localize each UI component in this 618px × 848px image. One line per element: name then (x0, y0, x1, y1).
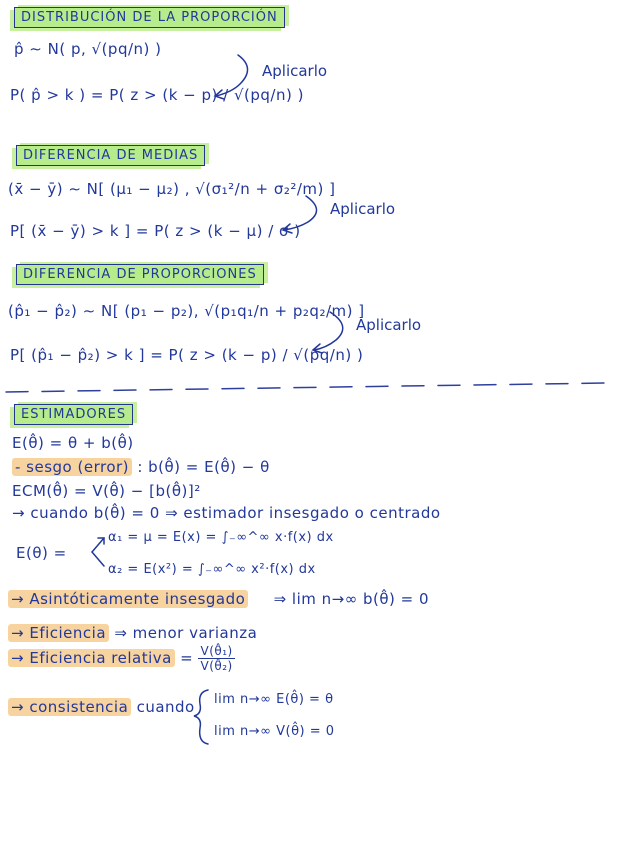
curly-brace (194, 690, 208, 744)
asintoticamente-formula: ⇒ lim n→∞ b(θ̂) = 0 (273, 590, 430, 608)
moment-alpha2: α₂ = E(x²) = ∫₋∞^∞ x²·f(x) dx (108, 562, 316, 577)
eficiencia-label: → Eficiencia (8, 624, 109, 642)
apply-note-3: Aplicarlo (356, 316, 422, 334)
sesgo-formula: : b(θ̂) = E(θ̂) − θ (137, 458, 270, 476)
eficiencia-formula: ⇒ menor varianza (114, 624, 258, 642)
consistencia-cond-2: lim n→∞ V(θ̂) = 0 (214, 724, 335, 739)
eficiencia-relativa-label: → Eficiencia relativa (8, 649, 175, 667)
dashed-separator (6, 383, 606, 392)
fraction-numerator: V(θ̂₁) (200, 644, 233, 658)
eficiencia-line (8, 624, 257, 642)
moment-alpha1: α₁ = μ = E(x) = ∫₋∞^∞ x·f(x) dx (108, 530, 334, 545)
formula-ecm: ECM(θ̂) = V(θ̂) − [b(θ̂)]² (12, 482, 201, 500)
branch-arrow-up (92, 538, 104, 552)
consistencia-cuando: cuando (136, 698, 195, 716)
formula-diferencia-medias-distribution: (x̄ − ȳ) ∼ N[ (μ₁ − μ₂) , √(σ₁²/n + σ₂²/m) ] (8, 180, 336, 198)
consistencia-cond-1: lim n→∞ E(θ̂) = θ (214, 692, 334, 707)
heading-distribucion-proporcion: DISTRIBUCIÓN DE LA PROPORCIÓN (14, 7, 285, 28)
formula-diferencia-proporciones-probability: P[ (p̂₁ − p̂₂) > k ] = P( z > (k − p) / √(pq/n) ) (10, 346, 364, 364)
formula-diferencia-medias-probability: P[ (x̄ − ȳ) > k ] = P( z > (k − μ) / σ ) (10, 222, 301, 240)
apply-note-1: Aplicarlo (262, 62, 328, 80)
branch-arrowhead-up (98, 538, 104, 544)
branch-line-down (92, 552, 104, 566)
formula-proporcion-probability: P( p̂ > k ) = P( z > (k − p) / √(pq/n) ) (10, 86, 304, 104)
sesgo-line (12, 458, 270, 476)
heading-diferencia-medias: DIFERENCIA DE MEDIAS (16, 145, 205, 166)
consistencia-label: → consistencia (8, 698, 131, 716)
consistencia-line (8, 698, 195, 716)
asintoticamente-line (8, 590, 429, 608)
apply-note-2: Aplicarlo (330, 200, 396, 218)
formula-expectation-estimator: E(θ̂) = θ + b(θ̂) (12, 434, 134, 452)
insesgado-line: → cuando b(θ̂) = 0 ⇒ estimador insesgado o centrado (12, 504, 441, 522)
asintoticamente-label: → Asintóticamente insesgado (8, 590, 248, 608)
sesgo-label: - sesgo (error) (12, 458, 132, 476)
eficiencia-relativa-line (8, 644, 235, 673)
formula-proporcion-distribution: p̂ ∼ N( p, √(pq/n) ) (14, 40, 162, 58)
formula-diferencia-proporciones-distribution: (p̂₁ − p̂₂) ∼ N[ (p₁ − p₂), √(p₁q₁/n + p₂q₂/m) ] (8, 302, 365, 320)
eficiencia-relativa-fraction (198, 644, 234, 673)
expectation-lhs: E(θ) = (16, 544, 67, 562)
heading-estimadores: ESTIMADORES (14, 404, 133, 425)
heading-diferencia-proporciones: DIFERENCIA DE PROPORCIONES (16, 264, 264, 285)
fraction-denominator: V(θ̂₂) (200, 659, 233, 673)
eficiencia-relativa-equals: = (180, 649, 194, 667)
